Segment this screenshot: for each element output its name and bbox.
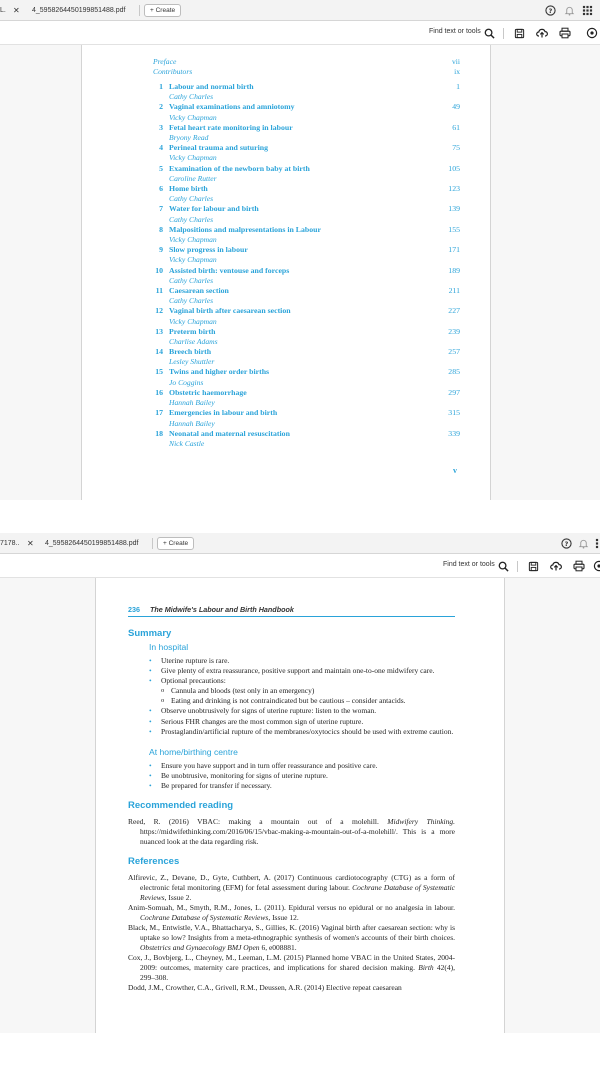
tab-bar: [0, 533, 600, 554]
toc-chapter-page: 1: [456, 82, 460, 91]
tab-divider: [152, 538, 153, 549]
toc-chapter-author: Cathy Charles: [169, 194, 214, 204]
toc-chapter-entry[interactable]: [153, 347, 460, 367]
toc-chapter-page: 49: [452, 102, 460, 112]
list-item: • Uterine rupture is rare.: [149, 656, 455, 666]
toc-chapter-list: [153, 82, 460, 449]
toc-item-label: Preface: [153, 57, 177, 66]
toc-chapter-entry[interactable]: [153, 367, 460, 387]
toc-item-page: ix: [454, 67, 460, 76]
toc-chapter-author: Charlise Adams: [169, 336, 218, 346]
toc-chapter-heading: [153, 408, 460, 418]
toc-chapter-page: 297: [448, 387, 460, 397]
bell-icon[interactable]: [562, 3, 576, 17]
svg-text:?: ?: [548, 6, 552, 15]
toc-chapter-heading: [153, 429, 460, 439]
toolbar-divider: [517, 561, 518, 572]
toc-chapter-heading: [153, 286, 460, 296]
pdf-toolbar: [0, 21, 600, 45]
toc-chapter-title: Malpositions and malpresentations in Labour: [169, 224, 321, 234]
toc-front-matter: [153, 57, 460, 77]
ai-assistant-icon[interactable]: [585, 26, 599, 40]
toc-chapter-title: Water for labour and birth: [169, 204, 259, 214]
toc-chapter-author: Hannah Bailey: [169, 398, 215, 408]
pdf-page-contents: [81, 45, 491, 500]
list-item: • Be prepared for transfer if necessary.: [149, 781, 455, 791]
page-number: v: [453, 466, 457, 475]
toc-chapter-heading: [153, 327, 460, 337]
apps-grid-icon[interactable]: [593, 536, 600, 550]
toc-chapter-entry[interactable]: [153, 184, 460, 204]
toc-chapter-number: 10: [155, 265, 163, 275]
toc-chapter-number: 18: [155, 428, 163, 438]
pdf-toolbar: [0, 554, 600, 578]
reference-journal: Cochrane Database of Systematic Reviews: [140, 913, 269, 923]
toc-chapter-entry[interactable]: [153, 327, 460, 347]
toc-chapter-entry[interactable]: [153, 429, 460, 449]
toc-chapter-number: 15: [155, 367, 163, 377]
reference-entry: [128, 873, 455, 903]
toc-chapter-title: Assisted birth: ventouse and forceps: [169, 265, 290, 275]
reference-text: Black, M., Entwistle, V.A., Bhattacharya, S., Gillies, K. (2016) Vaginal birth after caesarean section: why is uptake so low? Insights from a meta-ethnographic synthesis of women's accounts of their birth choices.: [128, 923, 455, 943]
sub-list-item: o Eating and drinking is not contraindicated but be cautious – consider antacids.: [161, 696, 455, 706]
reading-journal: Midwifery Thinking.: [387, 816, 455, 826]
toc-chapter-author: Hannah Bailey: [169, 418, 215, 428]
toc-chapter-number: 16: [155, 387, 163, 397]
list-item: • Prostaglandin/artificial rupture of the membranes/oxytocics should be used with extreme caution.: [149, 727, 455, 737]
pdf-viewer-window-2: [0, 533, 600, 1033]
toc-chapter-heading: [153, 164, 460, 174]
toc-chapter-entry[interactable]: [153, 204, 460, 224]
toc-chapter-number: 8: [159, 224, 163, 234]
toc-chapter-entry[interactable]: [153, 102, 460, 122]
toc-chapter-author: Vicky Chapman: [169, 153, 217, 163]
tab-previous[interactable]: L.: [0, 7, 6, 14]
references-heading: References: [128, 856, 180, 868]
toc-chapter-heading: [153, 123, 460, 133]
create-label: Create: [168, 540, 189, 547]
page-body: [128, 628, 455, 993]
toc-chapter-author: Jo Coggins: [169, 377, 204, 387]
recommended-reading-entry: [128, 817, 455, 847]
toc-chapter-number: 4: [159, 143, 163, 153]
help-icon[interactable]: [559, 536, 573, 550]
save-icon[interactable]: [526, 559, 540, 573]
print-icon[interactable]: [572, 559, 586, 573]
reference-entry: [128, 983, 455, 993]
toc-chapter-entry[interactable]: [153, 286, 460, 306]
toc-chapter-entry[interactable]: [153, 164, 460, 184]
toc-chapter-author: Vicky Chapman: [169, 255, 217, 265]
toc-chapter-page: 155: [448, 224, 460, 234]
toc-chapter-entry[interactable]: [153, 408, 460, 428]
bell-icon[interactable]: [576, 536, 590, 550]
toc-chapter-page: 257: [448, 347, 460, 357]
home-heading: At home/birthing centre: [149, 746, 238, 757]
toc-chapter-number: 11: [155, 285, 163, 295]
reference-journal: Cochrane Database of Systematic Reviews: [140, 882, 455, 902]
svg-text:?: ?: [564, 539, 568, 548]
apps-grid-icon[interactable]: [580, 3, 594, 17]
hospital-list: [149, 656, 455, 736]
toc-chapter-title: Emergencies in labour and birth: [169, 408, 278, 418]
reference-text: Dodd, J.M., Crowther, C.A., Grivell, R.M., Deussen, A.R. (2014) Elective repeat caesarean: [128, 983, 402, 993]
plus-icon: +: [163, 540, 169, 547]
home-list: [149, 761, 455, 791]
help-icon[interactable]: [543, 3, 557, 17]
toc-chapter-title: Examination of the newborn baby at birth: [169, 163, 310, 173]
toc-chapter-author: Lesley Shuttler: [169, 357, 215, 367]
create-label: Create: [155, 7, 176, 14]
tab-document[interactable]: 4_5958264450199851488.pdf: [32, 7, 126, 14]
toc-chapter-number: 2: [159, 102, 163, 112]
toc-front-matter-item[interactable]: [153, 57, 460, 67]
tab-bar: [0, 0, 600, 21]
toc-front-matter-item[interactable]: [153, 67, 460, 77]
toc-chapter-author: Bryony Read: [169, 133, 209, 143]
tab-document[interactable]: 4_5958264450199851488.pdf: [45, 540, 139, 547]
toc-chapter-title: Fetal heart rate monitoring in labour: [169, 122, 293, 132]
toc-chapter-page: 239: [448, 326, 460, 336]
toc-chapter-heading: [153, 204, 460, 214]
toc-chapter-page: 123: [448, 183, 460, 193]
list-item: • Observe unobtrusively for signs of uterine rupture: listen to the woman.: [149, 706, 455, 716]
toc-chapter-page: 105: [448, 163, 460, 173]
toc-chapter-title: Neonatal and maternal resuscitation: [169, 428, 290, 438]
toc-chapter-title: Perineal trauma and suturing: [169, 143, 268, 153]
close-icon[interactable]: ✕: [27, 539, 34, 548]
list-item: • Serious FHR changes are the most common sign of uterine rupture.: [149, 717, 455, 727]
toc-chapter-heading: [153, 245, 460, 255]
toc-chapter-page: 315: [448, 408, 460, 418]
reference-details: , Issue 12.: [268, 913, 299, 923]
optional-sublist: [161, 686, 455, 706]
toc-chapter-page: 189: [448, 265, 460, 275]
document-viewer[interactable]: [0, 45, 600, 500]
toc-chapter-page: 139: [448, 204, 460, 214]
tab-divider: [139, 5, 140, 16]
sub-list-item: o Cannula and bloods (test only in an emergency): [161, 686, 455, 696]
print-icon[interactable]: [558, 26, 572, 40]
table-of-contents: [153, 57, 460, 449]
toc-chapter-number: 5: [159, 163, 163, 173]
toc-chapter-title: Preterm birth: [169, 326, 216, 336]
hospital-heading: In hospital: [149, 641, 189, 652]
reading-link-text[interactable]: https://midwifethinking.com/2016/06/15/vbac-making-a-mountain-out-of-a-molehill/. This is a more nuanced look at the data regarding risk.: [140, 827, 455, 847]
reading-citation: Reed, R. (2016) VBAC: making a mountain out of a molehill.: [128, 816, 388, 826]
toc-chapter-entry[interactable]: [153, 266, 460, 286]
toolbar-divider: [503, 28, 504, 39]
toc-item-page: vii: [451, 57, 460, 66]
toc-chapter-author: Vicky Chapman: [169, 112, 217, 122]
toc-chapter-entry[interactable]: [153, 388, 460, 408]
toc-chapter-author: Vicky Chapman: [169, 235, 217, 245]
pdf-page-content: [95, 578, 505, 1033]
toc-chapter-title: Home birth: [169, 183, 208, 193]
toc-chapter-page: 61: [452, 122, 460, 132]
create-button[interactable]: [157, 537, 194, 550]
toc-chapter-entry[interactable]: [153, 225, 460, 245]
toc-chapter-number: 7: [159, 204, 163, 214]
toc-chapter-page: 339: [448, 428, 460, 438]
toc-chapter-number: 3: [159, 122, 163, 132]
running-title: The Midwife's Labour and Birth Handbook: [150, 605, 294, 614]
reference-details: 42(4), 299–308.: [140, 963, 455, 983]
find-text-button[interactable]: Find text or tools: [429, 28, 481, 35]
reference-journal: Birth: [418, 963, 434, 973]
toc-chapter-title: Obstetric haemorrhage: [169, 387, 247, 397]
list-item: [149, 676, 455, 706]
list-item: • Ensure you have support and in turn offer reassurance and positive care.: [149, 761, 455, 771]
toc-item-label: Contributors: [153, 67, 193, 76]
toc-chapter-page: 75: [452, 143, 460, 153]
toc-chapter-title: Slow progress in labour: [169, 245, 248, 255]
toc-chapter-heading: [153, 347, 460, 357]
running-header: [128, 605, 455, 617]
document-viewer[interactable]: [0, 578, 600, 1033]
list-item: • Be unobtrusive, monitoring for signs of uterine rupture.: [149, 771, 455, 781]
toc-chapter-entry[interactable]: [153, 123, 460, 143]
toc-chapter-heading: [153, 82, 460, 92]
toc-chapter-title: Breech birth: [169, 347, 212, 357]
pdf-viewer-window-1: [0, 0, 600, 500]
toc-chapter-author: Cathy Charles: [169, 296, 214, 306]
toc-chapter-title: Vaginal birth after caesarean section: [169, 306, 291, 316]
reference-text: Alfirevic, Z., Devane, D., Gyte, Cuthbert, A. (2017) Continuous cardiotocography (CTG) as a form of electronic fetal monitoring (EFM) for fetal assessment during labour.: [128, 872, 455, 892]
search-icon[interactable]: [496, 559, 510, 573]
tab-previous[interactable]: 7178..: [0, 540, 20, 547]
toc-chapter-page: 171: [448, 245, 460, 255]
toc-chapter-heading: [153, 184, 460, 194]
toc-chapter-heading: [153, 102, 460, 112]
reference-text: Anim-Somuah, M., Smyth, R.M., Jones, L. (2011). Epidural versus no epidural or no analgesia in labour.: [128, 902, 455, 912]
toc-chapter-entry[interactable]: [153, 143, 460, 163]
toc-chapter-heading: [153, 367, 460, 377]
toc-chapter-title: Twins and higher order births: [169, 367, 270, 377]
toc-chapter-entry[interactable]: [153, 245, 460, 265]
toc-chapter-number: 13: [155, 326, 163, 336]
reference-journal: Obstetrics and Gynaecology BMJ Open: [140, 943, 260, 953]
toc-chapter-author: Vicky Chapman: [169, 316, 217, 326]
toc-chapter-author: Cathy Charles: [169, 275, 214, 285]
toc-chapter-author: Cathy Charles: [169, 214, 214, 224]
toc-chapter-author: Cathy Charles: [169, 92, 214, 102]
optional-label: Optional precautions:: [161, 676, 226, 686]
ai-assistant-icon[interactable]: [592, 559, 600, 573]
toc-chapter-number: 6: [159, 183, 163, 193]
toc-chapter-heading: [153, 225, 460, 235]
search-icon[interactable]: [482, 26, 496, 40]
list-item: • Give plenty of extra reassurance, positive support and maintain one-to-one midwifery care.: [149, 666, 455, 676]
reference-text: Cox, J., Bovbjerg, L., Cheyney, M., Leeman, L.M. (2015) Planned home VBAC in the United States, 2004-2009: outcomes, maternity care practices, and implications for shared decision making.: [128, 953, 455, 973]
create-button[interactable]: [144, 4, 181, 17]
toc-chapter-number: 1: [159, 82, 163, 91]
toc-chapter-page: 211: [448, 285, 460, 295]
toc-chapter-entry[interactable]: [153, 82, 460, 102]
running-page-number: 236: [128, 605, 140, 614]
save-icon[interactable]: [512, 26, 526, 40]
plus-icon: +: [150, 7, 156, 14]
toc-chapter-entry[interactable]: [153, 306, 460, 326]
toc-chapter-title: Caesarean section: [169, 285, 229, 295]
reference-details: 6, e008881.: [259, 943, 297, 953]
upload-cloud-icon[interactable]: [549, 559, 563, 573]
reference-entry: [128, 923, 455, 953]
toc-chapter-author: Caroline Rutter: [169, 173, 217, 183]
toc-chapter-heading: [153, 266, 460, 276]
toc-chapter-page: 285: [448, 367, 460, 377]
close-icon[interactable]: ✕: [13, 6, 20, 15]
toc-chapter-page: 227: [448, 306, 460, 316]
reference-entry: [128, 953, 455, 983]
references-list: [128, 873, 455, 994]
find-text-button[interactable]: Find text or tools: [443, 561, 495, 568]
toc-chapter-title: Vaginal examinations and amniotomy: [169, 102, 295, 112]
reference-entry: [128, 903, 455, 923]
summary-heading: Summary: [128, 628, 172, 639]
toc-chapter-number: 12: [155, 306, 163, 316]
reference-details: , Issue 2.: [164, 892, 192, 902]
toc-chapter-number: 17: [155, 408, 163, 418]
toc-chapter-heading: [153, 143, 460, 153]
toc-chapter-author: Nick Castle: [169, 438, 205, 448]
toc-chapter-title: Labour and normal birth: [169, 82, 254, 91]
toc-chapter-heading: [153, 388, 460, 398]
toc-chapter-heading: [153, 306, 460, 316]
toc-chapter-number: 14: [155, 347, 163, 357]
toc-chapter-number: 9: [159, 245, 163, 255]
recommended-reading-heading: Recommended reading: [128, 800, 234, 812]
upload-cloud-icon[interactable]: [535, 26, 549, 40]
